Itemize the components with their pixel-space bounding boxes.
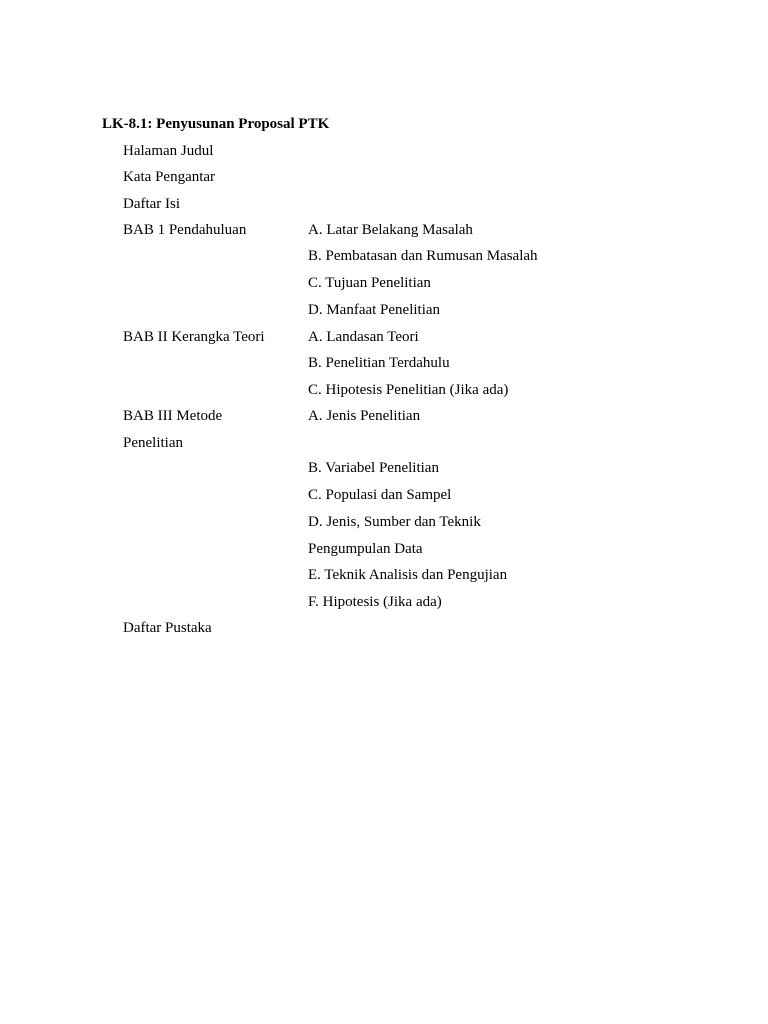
chapter-3-item: E. Teknik Analisis dan Pengujian [308,567,508,583]
chapter-3-item: F. Hipotesis (Jika ada) [308,594,442,610]
chapter-3-item-continuation: Pengumpulan Data [308,541,423,557]
chapter-3-item: B. Variabel Penelitian [308,460,439,476]
document-title: LK-8.1: Penyusunan Proposal PTK [102,116,330,132]
chapter-3-item: A. Jenis Penelitian [308,408,421,424]
chapter-1-item: B. Pembatasan dan Rumusan Masalah [308,248,538,264]
chapter-1-label: BAB 1 Pendahuluan [123,222,247,238]
chapter-1-item: D. Manfaat Penelitian [308,302,441,318]
chapter-2-item: B. Penelitian Terdahulu [308,355,450,371]
chapter-2-label: BAB II Kerangka Teori [123,329,265,345]
front-matter-daftar-isi: Daftar Isi [123,196,181,212]
front-matter-halaman-judul: Halaman Judul [123,143,214,159]
chapter-2-item: A. Landasan Teori [308,329,419,345]
chapter-2-item: C. Hipotesis Penelitian (Jika ada) [308,382,509,398]
back-matter-daftar-pustaka: Daftar Pustaka [123,620,212,636]
front-matter-kata-pengantar: Kata Pengantar [123,169,216,185]
chapter-3-label-line1: BAB III Metode [123,408,223,424]
chapter-3-label-line2: Penelitian [123,435,183,451]
chapter-1-item: A. Latar Belakang Masalah [308,222,473,238]
chapter-3-item: D. Jenis, Sumber dan Teknik [308,514,481,530]
chapter-3-item: C. Populasi dan Sampel [308,487,452,503]
chapter-1-item: C. Tujuan Penelitian [308,275,431,291]
